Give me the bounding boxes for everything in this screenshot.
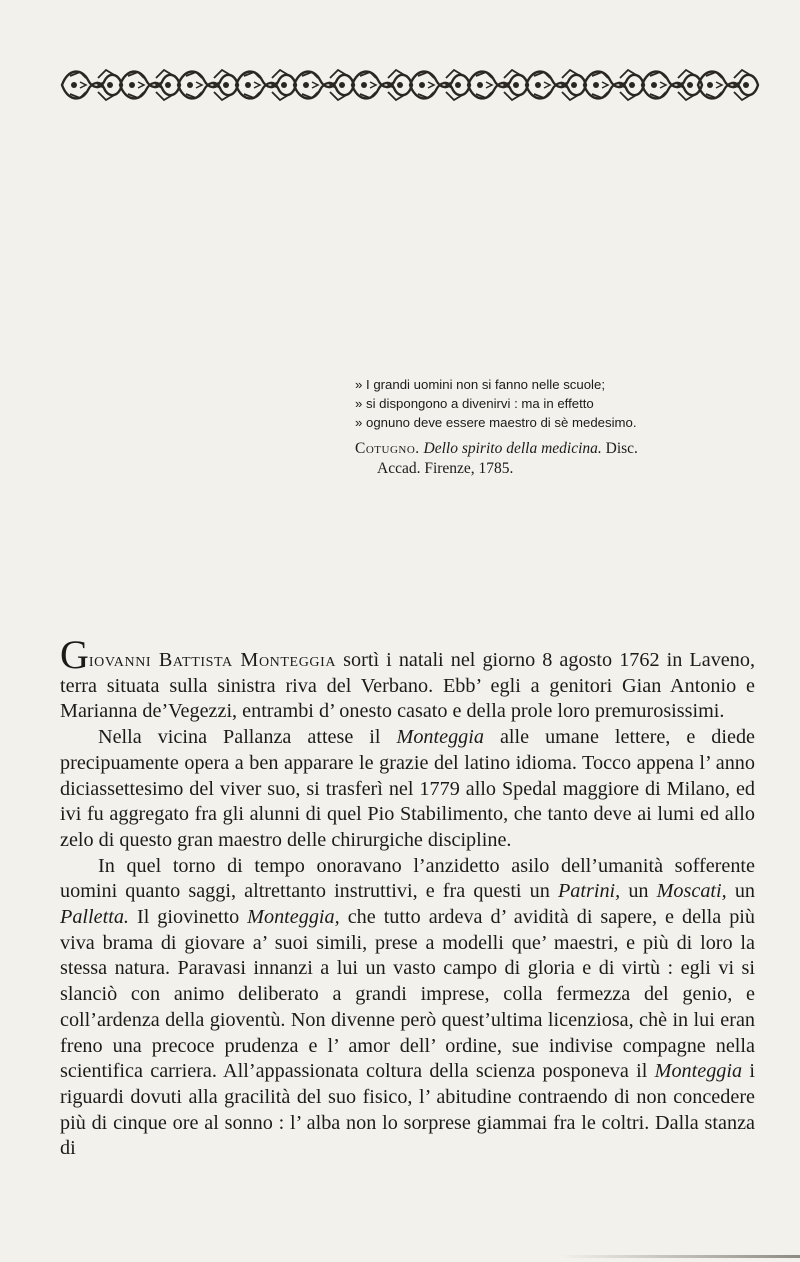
epigraph-line: » si dispongono a divenirvi : ma in effetto — [355, 396, 594, 411]
epigraph-work: Dello spirito della medicina. — [423, 440, 602, 457]
epigraph-source: Disc. — [605, 440, 638, 457]
italic-name: Monteggia — [654, 1060, 743, 1083]
subject-name: iovanni Battista Monteggia — [88, 649, 337, 671]
text-run: che tutto ardeva d’ avidità di sapere, e della più viva brama di giovare a’ suoi simili, prese a modelli que’ maestri, e più di loro la stessa natura. Paravasi innanzi a lui un vasto campo di gloria e di virtù : egli vi si slanciò con animo deliberato a grandi imprese, colla fermezza del genio, e coll’ardenza della gioventù. Non divenne però quest’ultima licenziosa, chè in lui eran freno una precoce prudenza e l’ amor dell’ ordine, sue indivise compagne nella scientifica carriera. All’appassionata coltura della scienza posponeva il — [60, 906, 756, 1083]
italic-name: Patrini, — [557, 880, 621, 903]
paragraph-2 — [60, 725, 755, 854]
body-text — [60, 632, 756, 1162]
text-run: Il giovinetto — [136, 906, 240, 929]
drop-cap: G — [60, 632, 89, 677]
italic-name: Monteggia — [396, 726, 484, 749]
paragraph-3 — [60, 854, 755, 1162]
text-run: Nella vicina Pallanza attese il — [98, 726, 381, 749]
italic-name: Palletta. — [60, 906, 129, 929]
italic-name: Monteggia, — [247, 906, 340, 929]
epigraph-source-line2: Accad. Firenze, 1785. — [377, 460, 514, 477]
page-bottom-shadow — [560, 1255, 800, 1258]
text-run: alle umane lettere, e diede precipuamente opera a ben apparare le grazie del latino idioma. Tocco appena l’ anno diciassettesimo del viver suo, si trasferì nel 1779 allo Spedal maggiore di Milano, ed ivi fu aggregato fra gli alunni di quel Pio Stabilimento, che tanto deve ai lumi ed allo zelo di questo gran maestro delle chirurgiche discipline. — [60, 726, 756, 851]
epigraph-author: Cotugno. — [355, 440, 420, 457]
ornamental-header-band — [60, 62, 760, 108]
epigraph-line: » ognuno deve essere maestro di sè medesimo. — [355, 415, 637, 430]
text-run: i riguardi dovuti alla gracilità del suo fisico, l’ abitudine contraendo di non concedere più di cinque ore al sonno : l’ alba non lo sorprese giammai fra le coltri. Dalla stanza di — [60, 1060, 755, 1160]
text-run: un — [734, 880, 755, 903]
paragraph-1-text: sortì i natali nel giorno 8 agosto 1762 in Laveno, terra situata sulla sinistra riva del Verbano. Ebb’ egli a genitori Gian Antonio e Marianna de’Vegezzi, entrambi d’ onesto casato e della prole loro premurosissimi. — [60, 649, 755, 723]
text-run: un — [628, 880, 649, 903]
text-run: In quel torno di tempo onoravano l’anzidetto asilo dell’umanità sofferente uomini quanto saggi, altrettanto instruttivi, e fra questi un — [60, 854, 755, 903]
epigraph-line: » I grandi uomini non si fanno nelle scuole; — [355, 377, 605, 392]
epigraph — [355, 375, 765, 479]
paragraph-1 — [60, 632, 755, 725]
epigraph-attribution — [355, 439, 765, 479]
italic-name: Moscati, — [656, 880, 727, 903]
